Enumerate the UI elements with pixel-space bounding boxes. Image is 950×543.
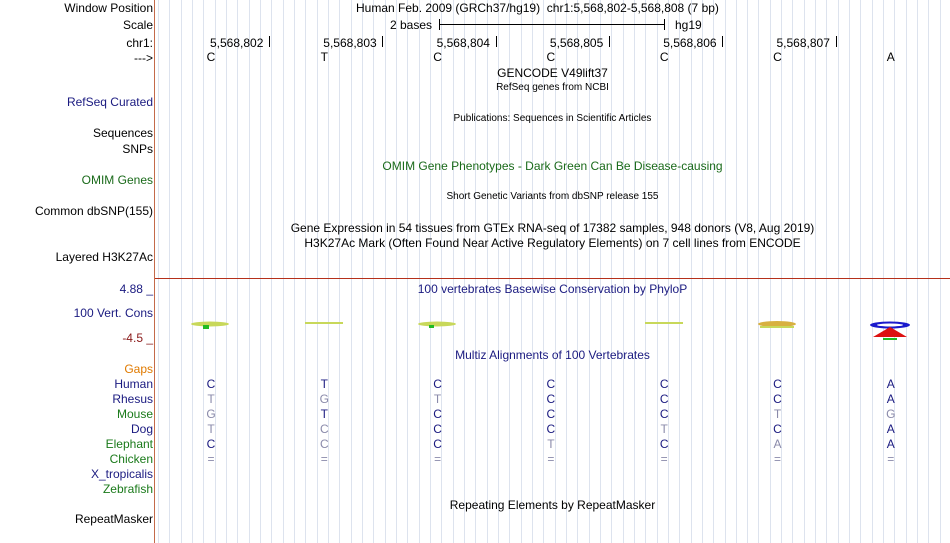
- species-label-chicken[interactable]: Chicken: [109, 452, 153, 466]
- ruler-position: 5,568,807: [776, 36, 830, 50]
- sequence-base: C: [773, 50, 782, 64]
- cons-glyph-5: [645, 322, 683, 324]
- omim-genes-label[interactable]: OMIM Genes: [81, 173, 153, 187]
- species-label-x_tropicalis[interactable]: X_tropicalis: [90, 467, 153, 481]
- cons-glyph-7: [870, 322, 910, 341]
- aligned-base: T: [433, 392, 442, 406]
- aligned-base: C: [546, 377, 556, 391]
- sequence-base: C: [659, 50, 669, 64]
- aligned-base: =: [887, 452, 895, 466]
- gtex-track-title[interactable]: Gene Expression in 54 tissues from GTEx RNA-seq of 17382 samples, 948 donors (V8, Aug 2019): [290, 221, 815, 235]
- conservation-glyphs: [155, 316, 950, 346]
- aligned-base: C: [659, 437, 669, 451]
- aligned-base: T: [660, 422, 668, 436]
- position-range[interactable]: chr1:5,568,802-5,568,808 (7 bp): [546, 1, 719, 15]
- ruler-position: 5,568,804: [436, 36, 490, 50]
- cons-glyph-2: [305, 322, 343, 324]
- sequence-base: C: [206, 50, 216, 64]
- ruler-position: 5,568,806: [663, 36, 717, 50]
- aligned-base: A: [886, 422, 895, 436]
- cons-glyph-1: [191, 322, 229, 330]
- aligned-base: =: [547, 452, 555, 466]
- aligned-base: G: [886, 407, 896, 421]
- assembly-title: [356, 1, 719, 15]
- aligned-base: G: [319, 392, 329, 406]
- aligned-base: T: [547, 437, 555, 451]
- cons-min-value: -4.5 _: [122, 331, 153, 345]
- aligned-base: C: [206, 437, 216, 451]
- strand-label: --->: [134, 51, 153, 65]
- aligned-base: A: [886, 392, 895, 406]
- aligned-base: T: [773, 407, 782, 421]
- sequence-base: T: [320, 50, 328, 64]
- publications-track-title[interactable]: Publications: Sequences in Scientific Articles: [453, 113, 652, 124]
- vert-cons-label[interactable]: 100 Vert. Cons: [73, 306, 153, 320]
- sequence-base: C: [546, 50, 556, 64]
- aligned-base: C: [546, 407, 556, 421]
- aligned-base: C: [319, 422, 329, 436]
- phylop-track-title[interactable]: 100 vertebrates Basewise Conservation by PhyloP: [417, 282, 688, 296]
- aligned-base: C: [433, 377, 442, 391]
- aligned-base: C: [773, 392, 782, 406]
- aligned-base: C: [773, 422, 782, 436]
- species-label-zebrafish[interactable]: Zebrafish: [102, 482, 153, 496]
- sequences-label[interactable]: Sequences: [92, 126, 153, 140]
- aligned-base: T: [207, 392, 215, 406]
- aligned-base: C: [206, 377, 216, 391]
- aligned-base: C: [659, 392, 669, 406]
- species-label-rhesus[interactable]: Rhesus: [112, 392, 153, 406]
- aligned-base: C: [433, 407, 442, 421]
- gencode-track-title[interactable]: GENCODE V49lift37: [497, 66, 608, 80]
- dbsnp-track-title[interactable]: Short Genetic Variants from dbSNP release 155: [446, 191, 659, 202]
- species-label-human[interactable]: Human: [114, 377, 153, 391]
- sequence-base: C: [433, 50, 442, 64]
- aligned-base: C: [773, 377, 782, 391]
- aligned-base: =: [320, 452, 328, 466]
- refseq-track-title[interactable]: RefSeq genes from NCBI: [496, 82, 609, 93]
- aligned-base: A: [886, 437, 895, 451]
- assembly-name: Human Feb. 2009 (GRCh37/hg19): [356, 1, 541, 15]
- aligned-base: =: [773, 452, 781, 466]
- aligned-base: =: [207, 452, 215, 466]
- window-position-label: Window Position: [64, 1, 153, 15]
- cons-glyph-3: [418, 322, 456, 329]
- aligned-base: G: [206, 407, 216, 421]
- species-label-elephant[interactable]: Elephant: [105, 437, 153, 451]
- layered-h3k27ac-label[interactable]: Layered H3K27Ac: [55, 250, 153, 264]
- cons-glyph-6: [758, 321, 796, 328]
- aligned-base: T: [320, 377, 328, 391]
- ruler-position: 5,568,802: [210, 36, 264, 50]
- ruler-position: 5,568,803: [323, 36, 377, 50]
- ruler-tick: [836, 36, 837, 47]
- aligned-base: C: [433, 437, 442, 451]
- scale-bases: 2 bases: [390, 18, 433, 32]
- aligned-base: C: [659, 407, 669, 421]
- ruler-tick: [269, 36, 270, 47]
- species-label-dog[interactable]: Dog: [130, 422, 153, 436]
- omim-track-title[interactable]: OMIM Gene Phenotypes - Dark Green Can Be Disease-causing: [382, 159, 723, 173]
- aligned-base: C: [433, 422, 442, 436]
- ruler-position: 5,568,805: [549, 36, 604, 50]
- ruler-label: chr1:: [126, 36, 153, 50]
- repeatmasker-track-title[interactable]: Repeating Elements by RepeatMasker: [449, 498, 656, 512]
- aligned-base: C: [546, 392, 556, 406]
- aligned-base: =: [434, 452, 442, 466]
- scale-bar: [439, 19, 665, 30]
- refseq-curated-label[interactable]: RefSeq Curated: [66, 95, 153, 109]
- ruler-tick: [496, 36, 497, 47]
- ruler-tick: [609, 36, 610, 47]
- cons-max-value: 4.88 _: [119, 282, 153, 296]
- species-label-mouse[interactable]: Mouse: [116, 407, 153, 421]
- aligned-base: A: [773, 437, 782, 451]
- aligned-base: =: [660, 452, 668, 466]
- common-dbsnp-label[interactable]: Common dbSNP(155): [34, 204, 153, 218]
- track-divider: [155, 278, 950, 279]
- scale-db: hg19: [675, 18, 702, 32]
- ruler-tick: [382, 36, 383, 47]
- gaps-label: Gaps: [124, 362, 153, 376]
- sequence-base: A: [886, 50, 895, 64]
- aligned-base: C: [546, 422, 556, 436]
- ruler-tick: [722, 36, 723, 47]
- aligned-base: T: [320, 407, 328, 421]
- aligned-base: A: [886, 377, 895, 391]
- aligned-base: T: [207, 422, 215, 436]
- scale-label: Scale: [122, 18, 153, 32]
- snps-label[interactable]: SNPs: [122, 142, 153, 156]
- aligned-base: C: [319, 437, 329, 451]
- repeatmasker-label[interactable]: RepeatMasker: [74, 512, 153, 526]
- multiz-track-title[interactable]: Multiz Alignments of 100 Vertebrates: [455, 348, 650, 362]
- aligned-base: C: [659, 377, 669, 391]
- h3k27ac-track-title[interactable]: H3K27Ac Mark (Often Found Near Active Regulatory Elements) on 7 cell lines from ENCODE: [304, 236, 801, 250]
